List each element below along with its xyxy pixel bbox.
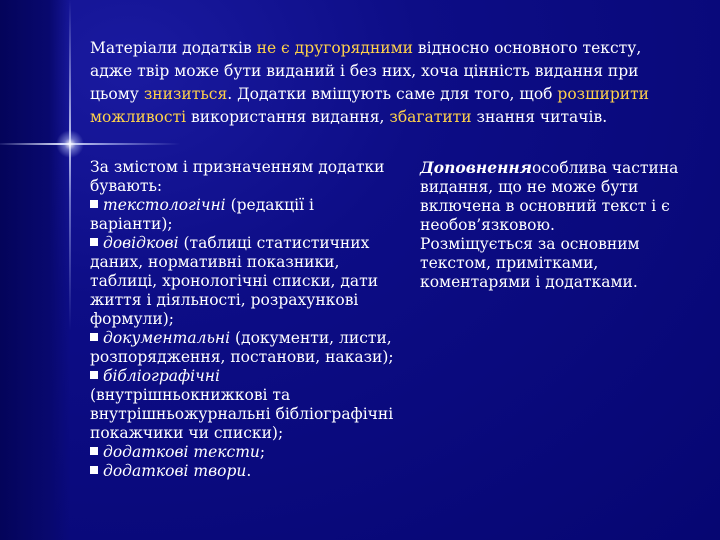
item-term: додаткові твори — [103, 462, 247, 480]
list-item — [90, 462, 400, 481]
supplement-definition — [420, 158, 682, 235]
left-decor-band — [0, 0, 70, 540]
appendix-types-column — [90, 158, 400, 481]
item-term: бібліографічні — [103, 367, 220, 385]
supplement-definition-text: особлива частина видання, що не може бути включена в основний текст і є необов’язковою. — [420, 159, 679, 234]
item-term: довідкові — [103, 234, 179, 252]
intro-text: відносно основного тексту, адже твір може бути виданий і без них, хоча цінність видання при цьому — [90, 39, 642, 103]
light-flare-vertical — [69, 0, 71, 330]
item-term: текстологічні — [103, 196, 226, 214]
list-item — [90, 443, 400, 462]
supplement-placement: Розміщується за основним текстом, примітками, коментарями і додатками. — [420, 235, 640, 291]
item-description: . — [246, 462, 252, 480]
square-bullet-icon — [90, 238, 98, 246]
list-item — [90, 329, 400, 367]
square-bullet-icon — [90, 371, 98, 379]
item-term: документальні — [103, 329, 231, 347]
intro-text: використання видання, — [186, 108, 390, 126]
item-description: (таблиці статистичних даних, нормативні показники, таблиці, хронологічні списки, дати життя і діяльності, розрахункові формули); — [90, 234, 379, 328]
item-description: ; — [259, 443, 266, 461]
light-flare-horizontal — [0, 143, 180, 145]
item-term: додаткові тексти — [103, 443, 260, 461]
square-bullet-icon — [90, 333, 98, 341]
list-item — [90, 196, 400, 234]
intro-text: . Додатки вміщують саме для того, щоб — [227, 85, 558, 103]
item-description: (документи, листи, розпорядження, постанови, накази); — [90, 329, 394, 366]
item-description: (редакції і варіанти); — [90, 196, 314, 233]
square-bullet-icon — [90, 447, 98, 455]
supplement-definition-column — [420, 158, 682, 292]
intro-text: знання читачів. — [471, 108, 608, 126]
intro-highlight: знизиться — [143, 85, 228, 103]
light-flare-center — [56, 130, 84, 158]
square-bullet-icon — [90, 466, 98, 474]
square-bullet-icon — [90, 200, 98, 208]
intro-text: Матеріали додатків — [90, 39, 257, 57]
intro-highlight: не є другорядними — [256, 39, 413, 57]
intro-paragraph — [90, 37, 680, 129]
intro-highlight: розширити можливості — [90, 85, 650, 126]
supplement-term: Доповнення — [420, 158, 533, 177]
item-description: (внутрішньокнижкові та внутрішньожурнальні бібліографічні покажчики чи списки); — [90, 386, 394, 442]
intro-highlight: збагатити — [389, 108, 472, 126]
appendix-types-heading: За змістом і призначенням додатки бувають: — [90, 158, 385, 195]
list-item — [90, 234, 400, 329]
list-item — [90, 367, 400, 443]
